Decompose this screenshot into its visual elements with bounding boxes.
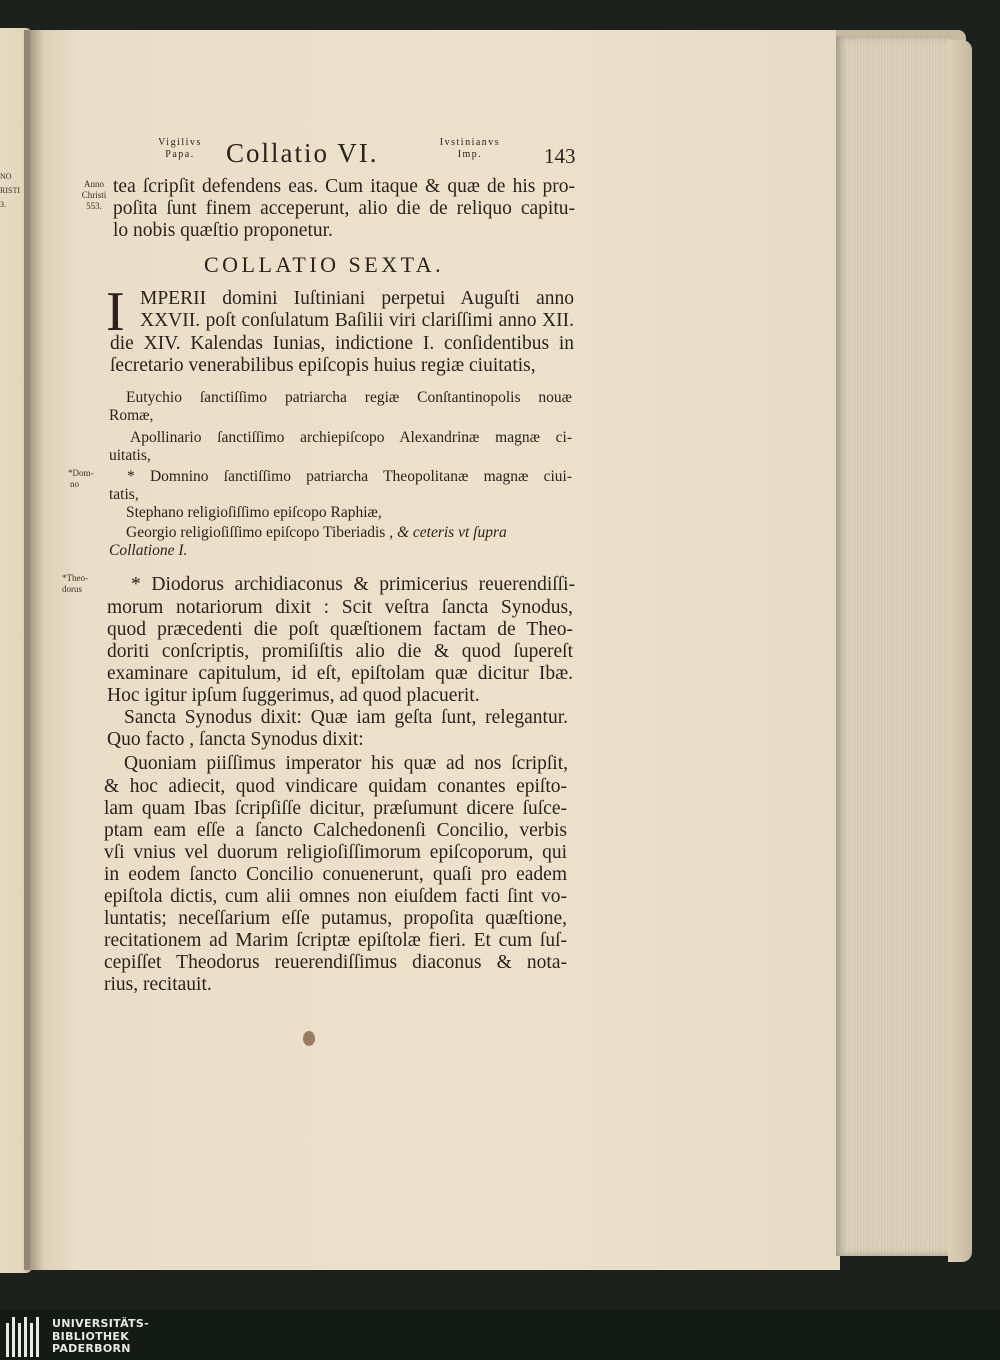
gutter-shadow [24, 30, 44, 1270]
running-head-right-line: Imp. [457, 149, 483, 160]
running-head-left-line: Vigilivs [158, 137, 202, 148]
quoniam-paragraph [104, 776, 567, 996]
text-line: die XIV. Kalendas Iunias, indictione I. conſidentibus in [110, 333, 574, 354]
text-line: Apollinario ſanctiſſimo archiepiſcopo Alexandrinæ magnæ ci- [130, 429, 572, 446]
attendee-apollinario [130, 428, 572, 447]
intro-continuation [110, 333, 574, 377]
text-line: lo nobis quæſtio proponetur. [113, 220, 333, 241]
attendee-collatione: Collatione I. [109, 542, 188, 559]
margin-note-line: *Theo- [62, 573, 88, 583]
attendee-georgio [126, 523, 507, 542]
drop-cap: I [106, 281, 125, 343]
margin-note-line: *Dom- [68, 468, 94, 478]
text-line: cepiſſet Theodorus reuerendiſſimus diaconus & nota- [104, 952, 567, 973]
text-line: luntatis; neceſſarium eſſe putamus, propoſita quæſtione, [104, 908, 567, 929]
text-line: ſecretario venerabilibus epiſcopis huius regiæ ciuitatis, [110, 355, 536, 376]
text-line: morum notariorum dixit : Scit veſtra ſancta Synodus, [107, 597, 573, 618]
library-logo-text [52, 1318, 149, 1356]
synodus-line [124, 707, 568, 729]
margin-note-line: no [70, 479, 79, 489]
attendee-stephano: Stephano religioſiſſimo epiſcopo Raphiæ, [126, 504, 382, 521]
text-line: tea ſcripſit defendens eas. Cum itaque & quæ de his pro- [113, 176, 575, 197]
attendee-eutychio-cont: Romæ, [109, 407, 154, 424]
margin-note-line: Christi [81, 190, 107, 200]
text-line: * Domnino ſanctiſſimo patriarcha Theopolitanæ magnæ ciui- [127, 468, 572, 485]
text-line: Hoc igitur ipſum ſuggerimus, ad quod placuerit. [107, 685, 480, 706]
left-page-fragment-line: RISTI [0, 186, 20, 195]
text-segment: Georgio religioſiſſimo epiſcopo Tiberiadis , [126, 524, 394, 541]
text-line: Quoniam piiſſimus imperator his quæ ad nos ſcripſit, [124, 753, 568, 774]
text-line: examinare capitulum, id eſt, epiſtolam quæ dicitur Ibæ. [107, 663, 573, 684]
margin-note-anno-christi [76, 179, 112, 212]
running-head-title: Collatio VI. [226, 138, 379, 168]
text-line: lam quam Ibas ſcripſiſſe dicitur, præſumunt dicere ſuſce- [104, 798, 567, 819]
book-cover-edge [948, 40, 972, 1262]
running-head-right [420, 137, 520, 161]
left-page-fragment-line: 3. [0, 200, 6, 209]
text-line: & hoc adiecit, quod vindicare quidam conantes epiſto- [104, 776, 567, 797]
library-logo-line: PADERBORN [52, 1342, 131, 1355]
intro-line-2 [140, 310, 574, 332]
text-line: poſita ſunt finem acceperunt, alio die de reliquo capitu- [113, 198, 575, 219]
text-line: doriti conſcriptis, promiſiſtis alio die & quod ſupereſt [107, 641, 573, 662]
text-segment: & ceteris vt ſupra [396, 524, 507, 541]
text-line: Sancta Synodus dixit: Quæ iam geſta ſunt, relegantur. [124, 707, 568, 728]
text-line: in eodem ſancto Concilio conuenerunt, quaſi pro eadem [104, 864, 567, 885]
left-page-fragment-line: NO [0, 172, 12, 181]
library-logo-line: BIBLIOTHEK [52, 1329, 130, 1343]
margin-note-line: Anno [84, 179, 104, 189]
running-head-right-line: Ivstinianvs [439, 137, 501, 148]
quoniam-line [124, 753, 568, 775]
text-line: recitationem ad Marim ſcriptæ epiſtolæ fieri. Et cum ſuſ- [104, 930, 567, 951]
margin-note-line: 553. [86, 201, 102, 211]
text-line: vſi vnius vel duorum religioſiſſimorum epiſcoporum, qui [104, 842, 567, 863]
running-head-left-line: Papa. [165, 149, 195, 160]
text-line: quod præcedenti die poſt quæſtionem factam de Theo- [107, 619, 573, 640]
main-paragraph [107, 597, 573, 707]
page-block-edges [836, 36, 956, 1256]
library-logo-line: UNIVERSITÄTS- [52, 1317, 149, 1330]
main-first-line [131, 574, 575, 596]
text-line: XXVII. poſt conſulatum Baſilii viri clariſſimi anno XII. [140, 310, 574, 331]
quo-facto-line [107, 729, 364, 751]
text-line: ptam eam eſſe a ſancto Calchedonenſi Concilio, verbis [104, 820, 567, 841]
ink-stain [303, 1031, 315, 1046]
text-line: rius, recitauit. [104, 974, 212, 995]
margin-note-theodorus [62, 573, 88, 595]
opening-paragraph [113, 176, 575, 242]
text-line: Quo facto , ſancta Synodus dixit: [107, 729, 364, 750]
margin-note-domno [68, 468, 94, 490]
text-line: * Diodorus archidiaconus & primicerius reuerendiſſi- [131, 574, 575, 595]
intro-line-1 [140, 288, 574, 310]
attendee-domnino-cont: tatis, [109, 486, 139, 503]
running-head-left [140, 137, 220, 161]
library-footer [0, 1310, 1000, 1360]
text-line: Eutychio ſanctiſſimo patriarcha regiæ Conſtantinopolis nouæ [126, 389, 572, 406]
attendee-apollinario-cont: uitatis, [109, 447, 151, 464]
text-line: MPERII domini Iuſtiniani perpetui Auguſti anno [140, 288, 574, 309]
section-title: COLLATIO SEXTA. [204, 252, 445, 277]
attendee-domnino [127, 467, 572, 486]
margin-note-line: dorus [62, 584, 82, 594]
library-logo-icon [6, 1317, 46, 1357]
attendee-eutychio [126, 388, 572, 407]
text-line: epiſtola dictis, cum alii omnes non eiuſdem facti ſint vo- [104, 886, 567, 907]
page-number: 143 [544, 144, 576, 168]
